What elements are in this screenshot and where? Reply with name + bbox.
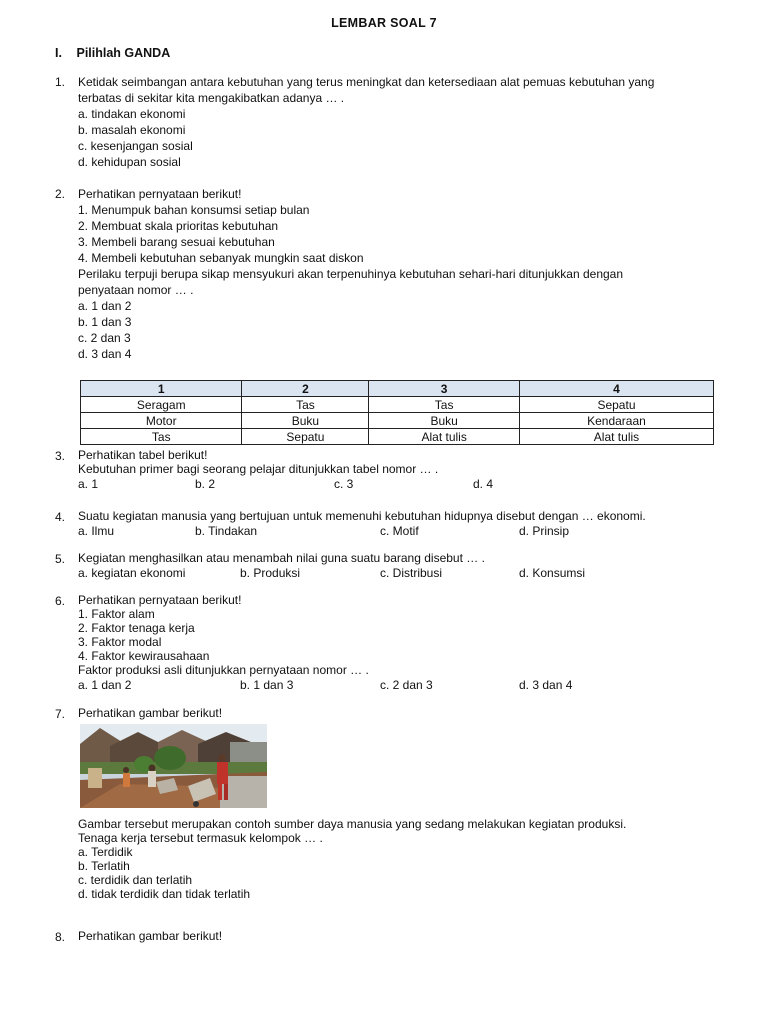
question-intro: Perhatikan tabel berikut! — [78, 448, 208, 462]
option-b: b. Terlatih — [78, 859, 130, 873]
table-row — [81, 429, 714, 445]
question-number: 5. — [55, 552, 66, 566]
option-c: c. kesenjangan sosial — [78, 139, 193, 153]
question-text-line: Kegiatan menghasilkan atau menambah nilai guna suatu barang disebut … . — [78, 551, 485, 565]
option-a: a. 1 dan 2 — [78, 299, 132, 313]
table-header-row — [81, 381, 714, 397]
option-a: a. Ilmu — [78, 524, 115, 538]
question-2 — [55, 186, 715, 362]
option-b: b. 1 dan 3 — [78, 315, 132, 329]
table-cell: Buku — [242, 413, 369, 429]
question-number: 6. — [55, 594, 66, 608]
question-intro: Perhatikan pernyataan berikut! — [78, 593, 242, 607]
page-title: LEMBAR SOAL 7 — [331, 16, 437, 30]
table-row — [81, 413, 714, 429]
option-c: c. 2 dan 3 — [78, 331, 131, 345]
question-text-line: Ketidak seimbangan antara kebutuhan yang terus meningkat dan ketersediaan alat pemuas kebutuhan yang — [78, 75, 655, 89]
option-d: d. 3 dan 4 — [78, 347, 132, 361]
table-cell: Kendaraan — [519, 413, 713, 429]
option-a: a. 1 — [78, 477, 99, 491]
table-header-cell: 1 — [81, 381, 242, 397]
option-d: d. tidak terdidik dan tidak terlatih — [78, 887, 251, 901]
question-6 — [55, 593, 715, 691]
statement-item: 2. Faktor tenaga kerja — [78, 621, 195, 635]
options-row — [78, 677, 715, 691]
photo-illustration — [80, 724, 267, 808]
question-7-text — [55, 817, 715, 901]
question-text-line: Suatu kegiatan manusia yang bertujuan untuk memenuhi kebutuhan hidupnya disebut dengan … ekonomi. — [78, 509, 646, 523]
question-number: 4. — [55, 510, 66, 524]
option-a: a. kegiatan ekonomi — [78, 566, 186, 580]
statement-item: 2. Membuat skala prioritas kebutuhan — [78, 219, 279, 233]
question-text-line: Kebutuhan primer bagi seorang pelajar ditunjukkan tabel nomor … . — [78, 462, 439, 476]
statement-item: 4. Faktor kewirausahaan — [78, 649, 210, 663]
table-cell: Buku — [369, 413, 520, 429]
question-7 — [55, 706, 715, 720]
option-a: a. tindakan ekonomi — [78, 107, 186, 121]
option-c: c. Motif — [380, 524, 419, 538]
section-label: Pilihlah GANDA — [76, 46, 171, 60]
table-cell: Motor — [81, 413, 242, 429]
option-b: b. 1 dan 3 — [240, 678, 294, 692]
option-a: a. Terdidik — [78, 845, 133, 859]
option-d: d. 4 — [473, 477, 494, 491]
table-header-cell: 4 — [519, 381, 713, 397]
question-number: 7. — [55, 707, 66, 721]
question-intro: Perhatikan gambar berikut! — [78, 929, 223, 943]
question-8 — [55, 929, 715, 943]
option-c: c. 2 dan 3 — [380, 678, 433, 692]
statement-item: 1. Faktor alam — [78, 607, 155, 621]
option-b: b. masalah ekonomi — [78, 123, 186, 137]
table-header-cell: 2 — [242, 381, 369, 397]
question-number: 1. — [55, 75, 66, 89]
option-b: b. Tindakan — [195, 524, 258, 538]
question-text-line: terbatas di sekitar kita mengakibatkan adanya … . — [78, 91, 345, 105]
table-cell: Alat tulis — [519, 429, 713, 445]
question-3 — [55, 448, 715, 490]
question-text-line: Faktor produksi asli ditunjukkan pernyataan nomor … . — [78, 663, 369, 677]
table-cell: Sepatu — [519, 397, 713, 413]
question-number: 3. — [55, 449, 66, 463]
option-d: d. kehidupan sosial — [78, 155, 181, 169]
table-cell: Alat tulis — [369, 429, 520, 445]
section-heading — [55, 46, 170, 60]
options-row — [78, 523, 715, 537]
question-1 — [55, 74, 715, 170]
statement-item: 3. Membeli barang sesuai kebutuhan — [78, 235, 275, 249]
table-cell: Seragam — [81, 397, 242, 413]
question-text-line: penyataan nomor … . — [78, 283, 194, 297]
needs-table — [80, 380, 714, 445]
question-text-line: Tenaga kerja tersebut termasuk kelompok … . — [78, 831, 323, 845]
table-cell: Tas — [81, 429, 242, 445]
statement-item: 1. Menumpuk bahan konsumsi setiap bulan — [78, 203, 310, 217]
question-intro: Perhatikan pernyataan berikut! — [78, 187, 242, 201]
options-row — [78, 565, 715, 579]
question-5 — [55, 551, 715, 579]
option-a: a. 1 dan 2 — [78, 678, 132, 692]
section-number: I. — [55, 46, 62, 60]
table-header-cell: 3 — [369, 381, 520, 397]
option-b: b. Produksi — [240, 566, 301, 580]
construction-workers-photo — [80, 724, 267, 808]
option-d: d. Prinsip — [519, 524, 570, 538]
options-row — [78, 476, 715, 490]
question-number: 2. — [55, 187, 66, 201]
table-row — [81, 397, 714, 413]
table-cell: Tas — [242, 397, 369, 413]
question-4 — [55, 509, 715, 537]
statement-item: 3. Faktor modal — [78, 635, 162, 649]
option-d: d. Konsumsi — [519, 566, 586, 580]
option-c: c. 3 — [334, 477, 354, 491]
table-cell: Tas — [369, 397, 520, 413]
question-text-line: Gambar tersebut merupakan contoh sumber daya manusia yang sedang melakukan kegiatan produksi. — [78, 817, 627, 831]
question-intro: Perhatikan gambar berikut! — [78, 706, 223, 720]
option-d: d. 3 dan 4 — [519, 678, 573, 692]
question-text-line: Perilaku terpuji berupa sikap mensyukuri akan terpenuhinya kebutuhan sehari-hari ditunjukkan dengan — [78, 267, 624, 281]
statement-item: 4. Membeli kebutuhan sebanyak mungkin saat diskon — [78, 251, 364, 265]
option-c: c. terdidik dan terlatih — [78, 873, 193, 887]
option-b: b. 2 — [195, 477, 216, 491]
question-number: 8. — [55, 930, 66, 944]
option-c: c. Distribusi — [380, 566, 443, 580]
table-cell: Sepatu — [242, 429, 369, 445]
